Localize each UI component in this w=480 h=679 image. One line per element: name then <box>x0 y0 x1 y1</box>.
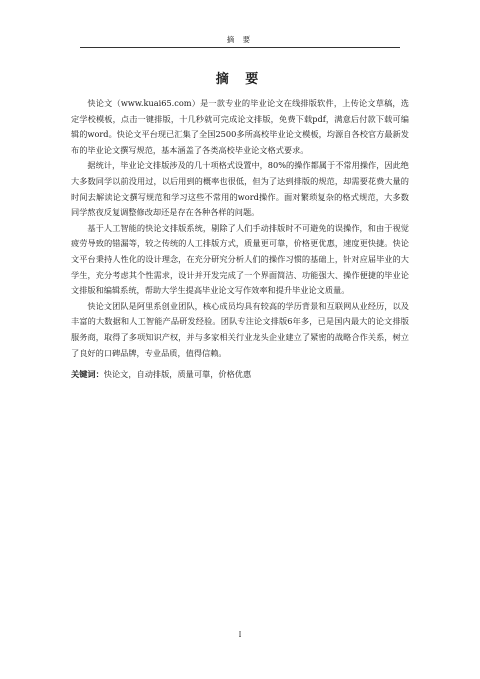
keywords-text: 快论文，自动排版，质量可靠，价格优惠 <box>103 369 252 380</box>
keywords-line <box>71 367 409 383</box>
page-number: I <box>238 631 242 639</box>
header-rule <box>80 47 400 48</box>
abstract-title: 摘 要 <box>215 72 265 87</box>
running-header: 摘 要 <box>226 35 254 44</box>
paragraph-2: 据统计，毕业论文排版涉及的几十项格式设置中，80%的操作都属于不常用操作，因此绝大多数同学以前没用过，以后用到的概率也很低，但为了达到排版的规范，却需要花费大量的时间去解读论文撰写规范和学习这些不常用的word操作。面对繁琐复杂的格式规范，大多数同学熬夜反复调整修改却还是存在各种各样的问题。 <box>71 160 409 218</box>
keywords-label: 关键词： <box>71 369 104 380</box>
paragraph-1: 快论文（www.kuai65.com）是一款专业的毕业论文在线排版软件，上传论文草稿，选定学校模板，点击一键排版，十几秒就可完成论文排版，免费下载pdf，满意后付款下载可编辑的word。快论文平台现已汇集了全国2500多所高校毕业论文模板，均源自各校官方最新发布的毕业论文撰写规范，基本涵盖了各类高校毕业论文格式要求。 <box>71 98 409 155</box>
paragraph-3: 基于人工智能的快论文排版系统，剔除了人们手动排版时不可避免的误操作，和由于视觉疲劳导致的错漏等，较之传统的人工排版方式，质量更可靠，价格更优惠，速度更快捷。快论文平台秉持人性化的设计理念，在充分研究分析人们的操作习惯的基础上，针对应届毕业的大学生，充分考虑其个性需求，设计并开发完成了一个界面简洁、功能强大、操作便捷的毕业论文排版和编辑系统，帮助大学生提高毕业论文写作效率和提升毕业论文质量。 <box>71 222 409 296</box>
abstract-body <box>71 96 409 383</box>
paragraph-4: 快论文团队是阿里系创业团队，核心成员均具有较高的学历背景和互联网从业经历，以及丰富的大数据和人工智能产品研发经验。团队专注论文排版6年多，已是国内最大的论文排版服务商，取得了多项知识产权，并与多家相关行业龙头企业建立了紧密的战略合作关系，树立了良好的口碑品牌，专业品质，值得信赖。 <box>71 300 409 358</box>
